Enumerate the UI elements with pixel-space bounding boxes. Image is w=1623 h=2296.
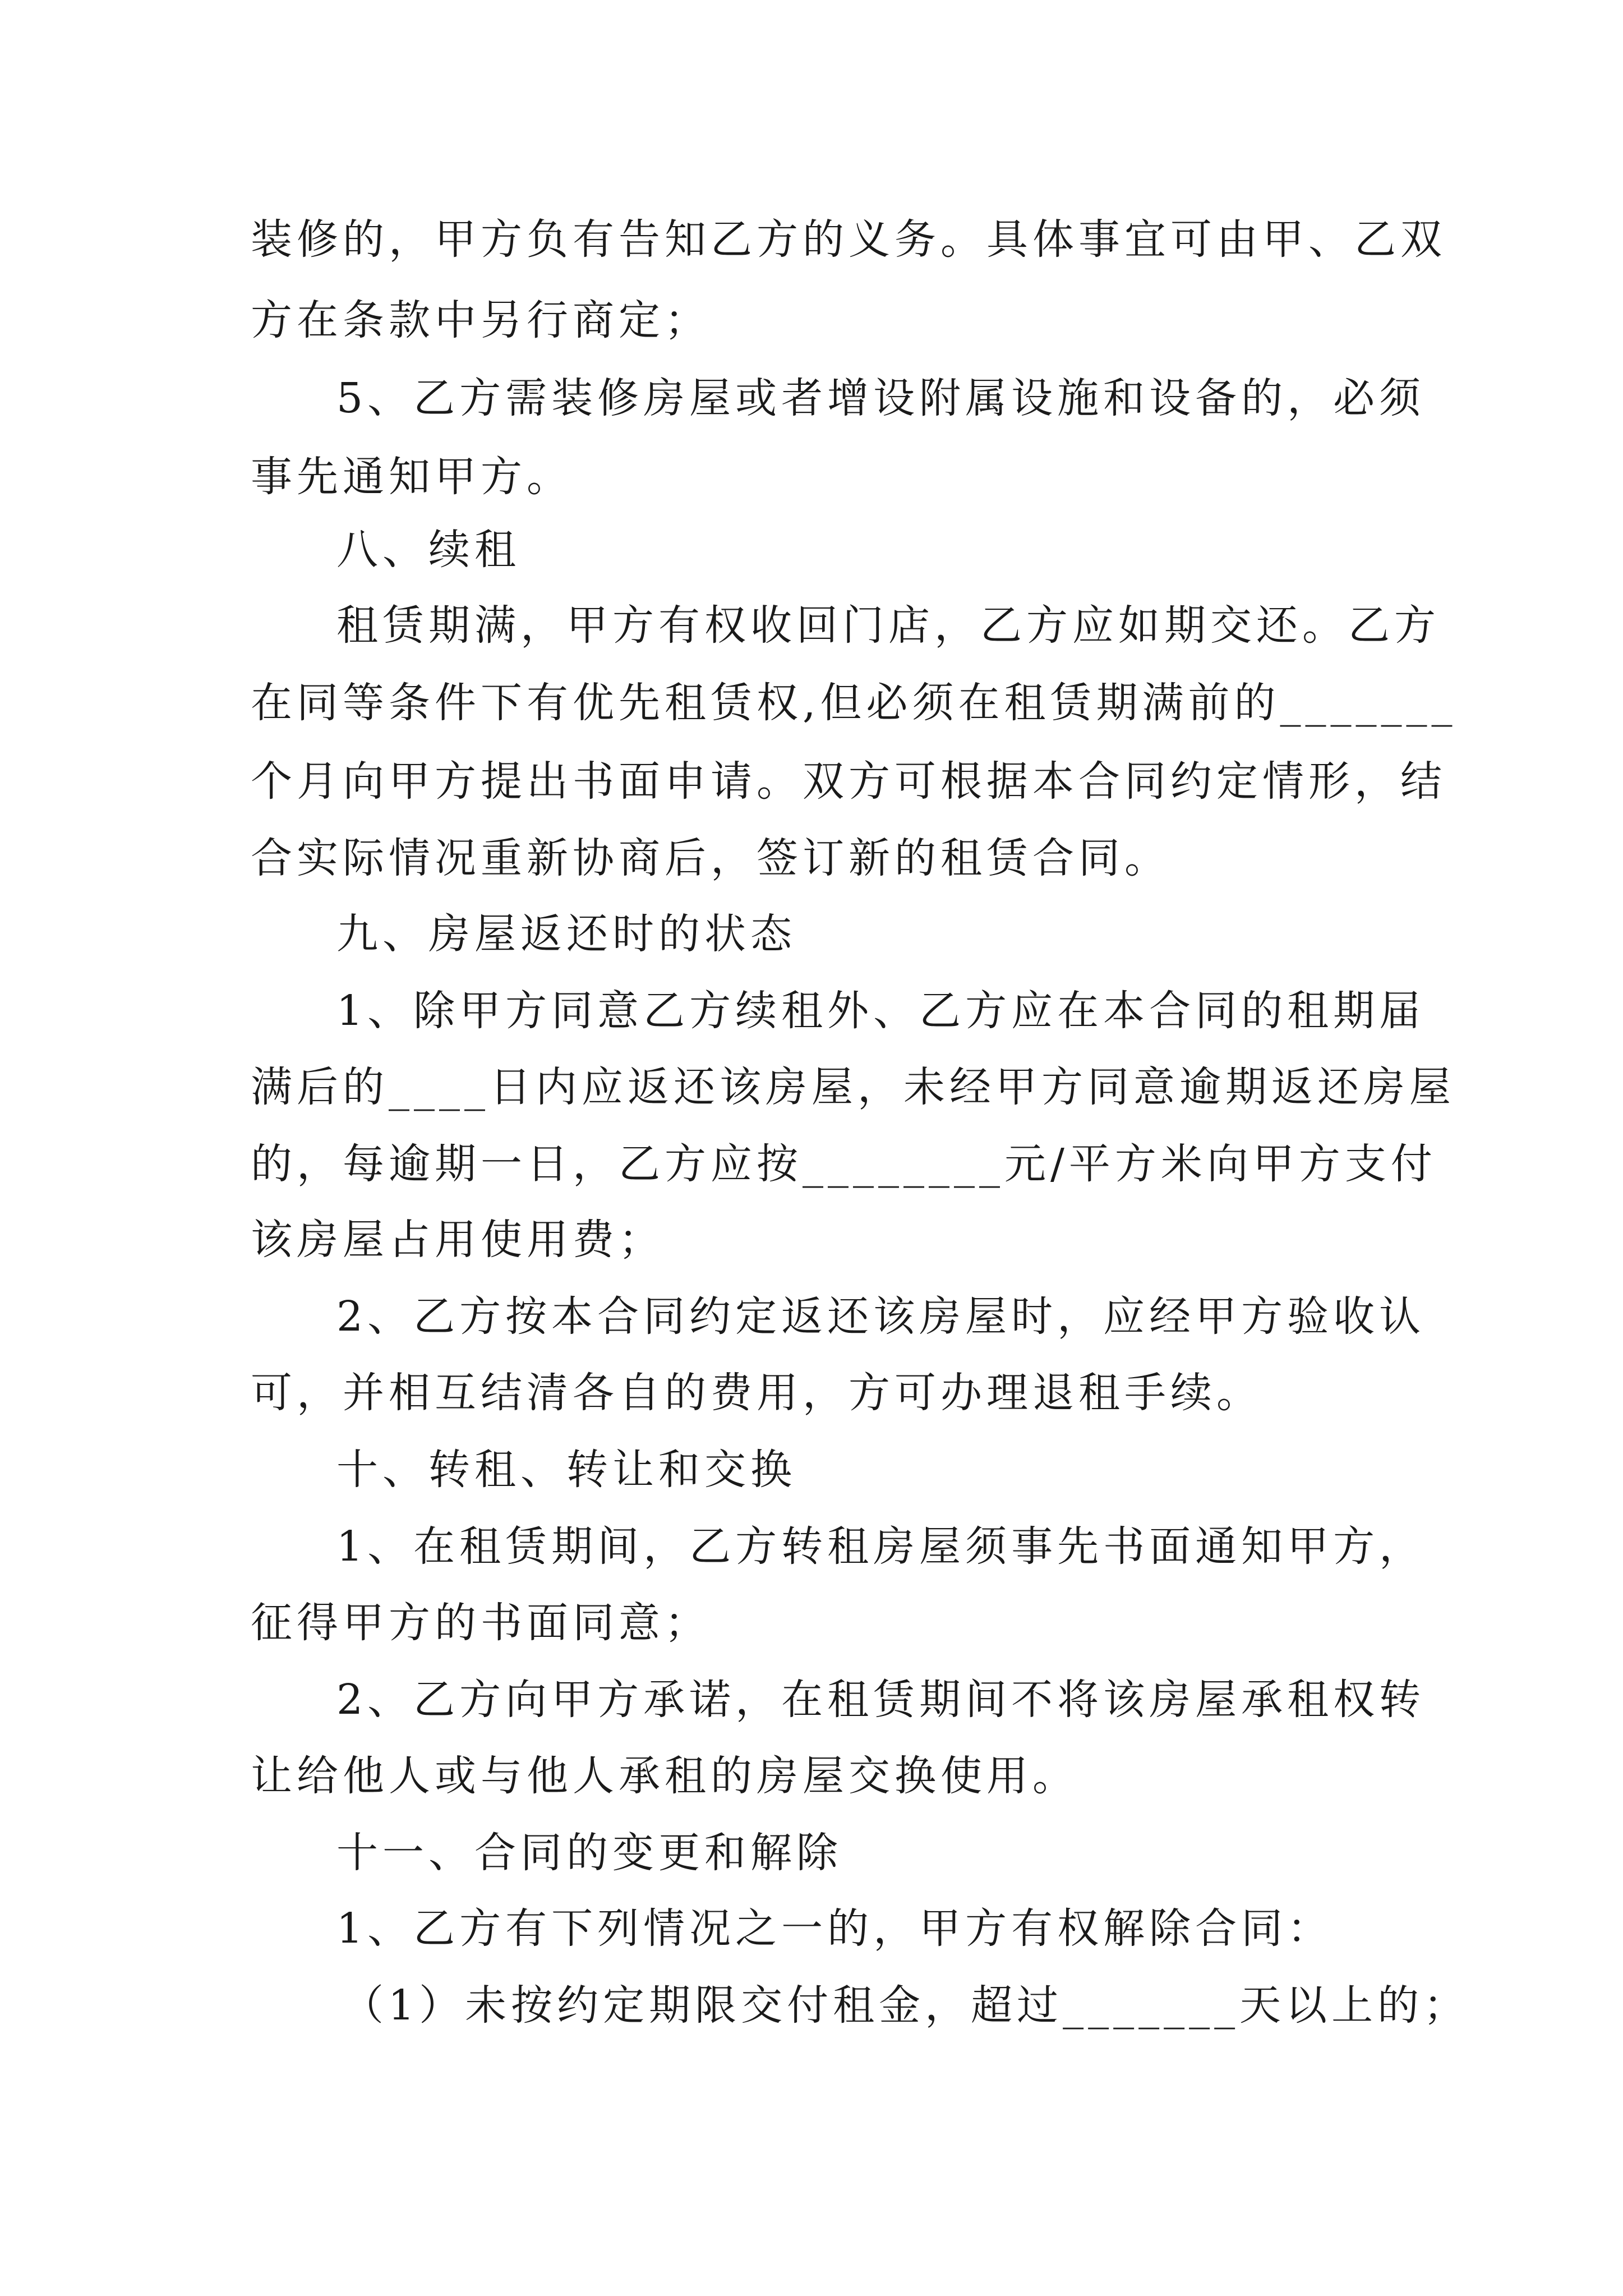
text-line: 2、乙方按本合同约定返还该房屋时，应经甲方验收认 <box>336 1292 1426 1341</box>
text-line: 1、乙方有下列情况之一的，甲方有权解除合同： <box>336 1904 1334 1953</box>
text-line: 方在条款中另行商定； <box>251 296 711 344</box>
text-line: 在同等条件下有优先租赁权,但必须在租赁期满前的_______ <box>251 679 1457 727</box>
text-line: 合实际情况重新协商后，签订新的租赁合同。 <box>251 834 1170 882</box>
text-line: 个月向甲方提出书面申请。双方可根据本合同约定情形，结 <box>251 757 1446 806</box>
text-line: 征得甲方的书面同意； <box>251 1599 711 1647</box>
text-line: 可，并相互结清各自的费用，方可办理退租手续。 <box>251 1369 1262 1417</box>
text-line: 1、在租赁期间，乙方转租房屋须事先书面通知甲方， <box>336 1522 1426 1571</box>
text-line: 装修的，甲方负有告知乙方的义务。具体事宜可由甲、乙双 <box>251 215 1446 264</box>
text-line: 5、乙方需装修房屋或者增设附属设施和设备的，必须 <box>336 374 1426 422</box>
section-heading: 九、房屋返还时的状态 <box>336 910 796 958</box>
text-line: 让给他人或与他人承租的房屋交换使用。 <box>251 1752 1078 1800</box>
text-line: 满后的____日内应返还该房屋，未经甲方同意逾期返还房屋 <box>251 1063 1455 1111</box>
text-line: 2、乙方向甲方承诺，在租赁期间不将该房屋承租权转 <box>336 1676 1426 1724</box>
text-line: 的，每逾期一日，乙方应按________元/平方米向甲方支付 <box>251 1140 1437 1188</box>
text-line: 租赁期满，甲方有权收回门店，乙方应如期交还。乙方 <box>336 601 1440 650</box>
section-heading: 十一、合同的变更和解除 <box>336 1829 842 1877</box>
section-heading: 八、续租 <box>336 526 520 574</box>
text-line: （1）未按约定期限交付租金，超过_______天以上的； <box>342 1981 1470 2030</box>
text-line: 1、除甲方同意乙方续租外、乙方应在本合同的租期届 <box>336 987 1426 1035</box>
text-line: 该房屋占用使用费； <box>251 1216 665 1264</box>
section-heading: 十、转租、转让和交换 <box>336 1446 796 1494</box>
text-line: 事先通知甲方。 <box>251 453 573 501</box>
